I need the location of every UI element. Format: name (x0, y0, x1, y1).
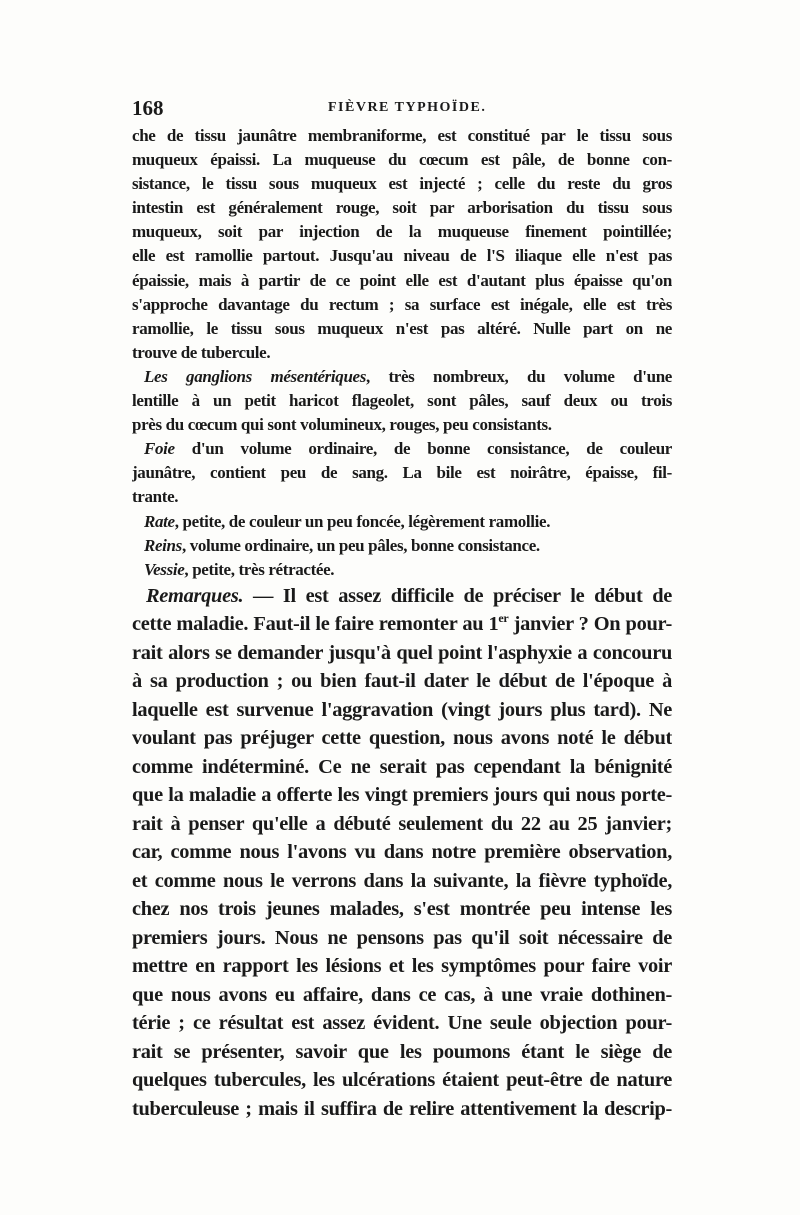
text-line: trante. (132, 487, 179, 507)
text-line: s'approche davantage du rectum ; sa surface est inégale, elle est très (132, 294, 672, 314)
vessie-label: Vessie (144, 559, 185, 579)
text-line: elle est ramollie partout. Jusqu'au niveau de l'S iliaque elle n'est pas (132, 246, 672, 266)
superscript: er (498, 611, 509, 626)
text-line: ramollie, le tissu sous muqueux n'est pas altéré. Nulle part on ne (132, 318, 672, 338)
text-line: Foie d'un volume ordinaire, de bonne consistance, de couleur (144, 439, 672, 459)
text-line: laquelle est survenue l'aggravation (vingt jours plus tard). Ne (132, 698, 672, 721)
text-line: jaunâtre, contient peu de sang. La bile est noirâtre, épaisse, fil- (132, 463, 672, 483)
foie-label: Foie (144, 439, 175, 459)
text-line: premiers jours. Nous ne pensons pas qu'il soit nécessaire de (132, 926, 672, 949)
text-line: car, comme nous l'avons vu dans notre première observation, (132, 841, 672, 864)
text-line: Remarques. — Il est assez difficile de préciser le début de (146, 584, 672, 607)
text-line: mettre en rapport les lésions et les symptômes pour faire voir (132, 955, 672, 978)
text-line: muqueux épaissi. La muqueuse du cœcum est pâle, de bonne con- (132, 150, 672, 170)
text-line: muqueux, soit par injection de la muqueuse finement pointillée; (132, 222, 672, 242)
text-line: à sa production ; ou bien faut-il dater le début de l'époque à (132, 670, 672, 693)
text-line: trouve de tubercule. (132, 342, 271, 362)
ganglions-label: Les ganglions mésentériques (144, 366, 367, 386)
rate-paragraph (132, 510, 672, 534)
text-line: voulant pas préjuger cette question, nous avons noté le début (132, 727, 672, 750)
text-line: intestin est généralement rouge, soit par arborisation du tissu sous (132, 198, 672, 218)
text-line: lentille à un petit haricot flageolet, sont pâles, sauf deux ou trois (132, 391, 672, 411)
text-line: comme indéterminé. Ce ne serait pas cependant la bénignité (132, 755, 672, 778)
text-line: tuberculeuse ; mais il suffira de relire attentivement la descrip- (132, 1097, 672, 1120)
intestine-paragraph (132, 124, 672, 365)
text-line: épaissie, mais à partir de ce point elle est d'autant plus épaisse qu'on (132, 270, 672, 290)
text-line: Les ganglions mésentériques, très nombreux, du volume d'une (144, 366, 672, 386)
ganglions-paragraph (132, 365, 672, 437)
page-number: 168 (132, 96, 164, 120)
text-line: rait se présenter, savoir que les poumons étant le siège de (132, 1040, 672, 1063)
vessie-paragraph (132, 558, 672, 582)
text-line: Rate, petite, de couleur un peu foncée, légèrement ramollie. (144, 511, 551, 531)
body-text (132, 124, 672, 1123)
text-line: rait alors se demander jusqu'à quel point l'asphyxie a concouru (132, 641, 672, 664)
text-line: quelques tubercules, les ulcérations étaient peut-être de nature (132, 1069, 672, 1092)
text-line: che de tissu jaunâtre membraniforme, est constitué par le tissu sous (132, 126, 672, 145)
remarques-label: Remarques. (146, 584, 244, 607)
text-line: sistance, le tissu sous muqueux est injecté ; celle du reste du gros (132, 174, 672, 194)
foie-paragraph (132, 437, 672, 509)
running-head (132, 96, 672, 122)
autopsy-section (132, 124, 672, 582)
text-line: que nous avons eu affaire, dans ce cas, à une vraie dothinen- (132, 983, 672, 1006)
reins-paragraph (132, 534, 672, 558)
reins-label: Reins (144, 535, 182, 555)
text-line: et comme nous le verrons dans la suivante, la fièvre typhoïde, (132, 869, 672, 892)
text-line: térie ; ce résultat est assez évident. Une seule objection pour- (132, 1012, 672, 1035)
text-line: rait à penser qu'elle a débuté seulement du 22 au 25 janvier; (132, 812, 672, 835)
remarques-section (132, 582, 672, 1124)
rate-label: Rate (144, 511, 175, 531)
text-line: Reins, volume ordinaire, un peu pâles, bonne consistance. (144, 535, 540, 555)
text-line: que la maladie a offerte les vingt premiers jours qui nous porte- (132, 784, 672, 807)
text-line: cette maladie. Faut-il le faire remonter au 1er janvier ? On pour- (132, 611, 672, 636)
text-line: près du cœcum qui sont volumineux, rouges, peu consistants. (132, 415, 552, 435)
text-line: Vessie, petite, très rétractée. (144, 559, 335, 579)
text-line: chez nos trois jeunes malades, s'est montrée peu intense les (132, 898, 672, 921)
running-title: FIÈVRE TYPHOÏDE. (328, 100, 487, 115)
